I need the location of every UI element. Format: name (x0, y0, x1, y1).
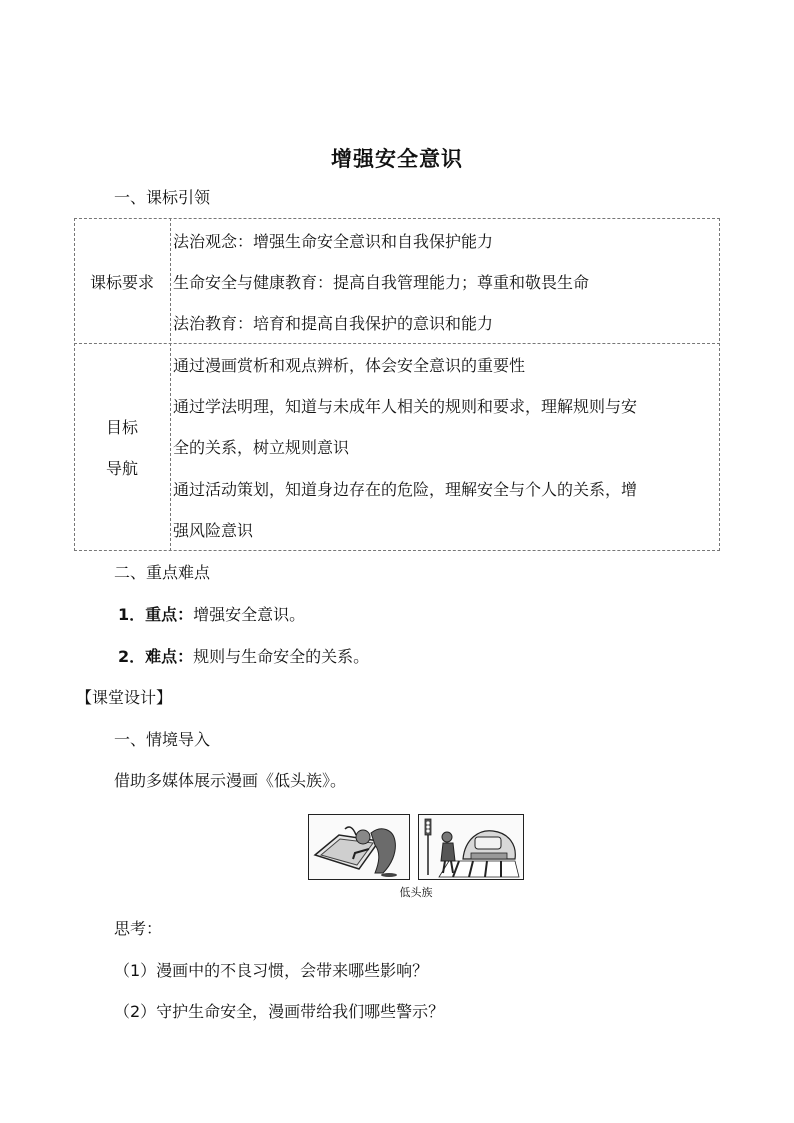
page-title: 增强安全意识 (331, 147, 463, 171)
difficulty-label: 2．难点： (118, 647, 194, 666)
goal-line-2: 通过学法明理，知道与未成年人相关的规则和要求，理解规则与安 (173, 397, 638, 416)
difficulty-item (118, 647, 369, 667)
goal-line-5: 强风险意识 (173, 521, 254, 540)
difficulty-text: 规则与生命安全的关系。 (193, 647, 370, 666)
comic-panel-left (308, 814, 410, 880)
table-horizontal-divider (74, 343, 720, 344)
class-design-heading: 【课堂设计】 (76, 688, 173, 707)
think-label: 思考： (114, 919, 163, 938)
key-point-item (118, 605, 305, 625)
question-1: （1）漫画中的不良习惯，会带来哪些影响？ (114, 961, 429, 980)
section-heading-curriculum: 一、课标引领 (114, 188, 211, 207)
table-vertical-divider (170, 218, 171, 551)
requirement-line-1: 法治观念：增强生命安全意识和自我保护能力 (173, 232, 494, 251)
comic-panel-right (418, 814, 524, 880)
requirement-line-2: 生命安全与健康教育：提高自我管理能力；尊重和敬畏生命 (173, 273, 590, 292)
key-point-label: 1．重点： (118, 605, 194, 624)
intro-text: 借助多媒体展示漫画《低头族》。 (114, 771, 347, 790)
key-point-text: 增强安全意识。 (193, 605, 306, 624)
requirement-line-3: 法治教育：培育和提高自我保护的意识和能力 (173, 314, 494, 333)
situation-intro-heading: 一、情境导入 (114, 730, 211, 749)
comic-caption: 低头族 (399, 886, 433, 899)
question-2: （2）守护生命安全，漫画带给我们哪些警示？ (114, 1002, 445, 1021)
goal-line-3: 全的关系，树立规则意识 (173, 438, 350, 457)
section-heading-key-points: 二、重点难点 (114, 563, 211, 582)
comic-figure (308, 814, 524, 904)
goal-line-4: 通过活动策划，知道身边存在的危险，理解安全与个人的关系，增 (173, 480, 638, 499)
row-label-goals-2: 导航 (105, 459, 138, 478)
row-label-goals-1: 目标 (105, 418, 138, 437)
goal-line-1: 通过漫画赏析和观点辨析，体会安全意识的重要性 (173, 356, 526, 375)
row-label-requirements: 课标要求 (89, 273, 154, 292)
